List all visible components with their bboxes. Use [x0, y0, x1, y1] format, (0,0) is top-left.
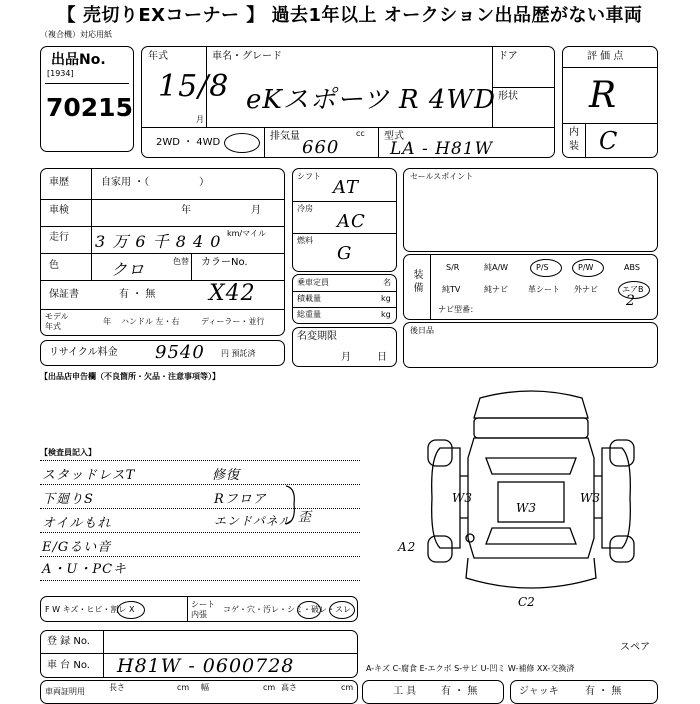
tools-box: [362, 680, 504, 704]
reg-no-label: 登 録 No.: [47, 636, 90, 647]
vehicle-header-box: [141, 46, 555, 158]
mileage-label: 走行: [49, 232, 69, 243]
sales-point-box: [403, 168, 658, 252]
year-value: 15/8: [158, 69, 230, 104]
equip-leather: 革シート: [528, 285, 560, 294]
color-no-label: カラーNo.: [201, 257, 248, 268]
equip-ps-circle: [530, 259, 562, 277]
chassis-value: H81W - 0600728: [117, 655, 295, 677]
diagram-mark-left: W3: [452, 491, 472, 505]
reg-expiry-day: 日: [377, 352, 387, 363]
handle-label: ハンドル 左・右: [121, 317, 180, 326]
note-au-pc: A・U・PCキ: [42, 562, 128, 577]
model-name-label: 車名・グレード: [212, 51, 282, 62]
lot-box: [40, 46, 134, 152]
warranty-value: 有 ・ 無: [119, 289, 156, 300]
tools-value: 有 ・ 無: [441, 686, 478, 697]
equip-pw-circle: [572, 259, 604, 277]
note-repair: 修復: [212, 468, 241, 483]
capacity-box: [292, 274, 397, 324]
inspection-month: 月: [251, 205, 261, 216]
inspection-year: 年: [181, 205, 191, 216]
equipment-box: [403, 254, 658, 320]
equip-pw: P/W: [578, 263, 594, 272]
interior-label-2: 装: [569, 141, 579, 152]
displacement-label: 排気量: [270, 131, 300, 142]
capacity-unit: 名: [383, 278, 391, 287]
displacement-unit: cc: [356, 129, 365, 138]
diagram-mark-right: W3: [580, 491, 600, 505]
dims-label: 車両証明用: [45, 687, 85, 696]
diagram-mark-rear: C2: [518, 595, 535, 609]
color-no-value: X42: [209, 281, 256, 306]
navi-model-label: ナビ型番：: [438, 305, 478, 314]
car-diagram: [420, 388, 642, 618]
fuel-value: G: [337, 243, 353, 264]
recycle-value: 9540: [155, 342, 205, 363]
history-label: 車歴: [49, 177, 69, 188]
shift-label: シフト: [297, 172, 321, 181]
note-underbody: 下廻りS: [42, 492, 94, 507]
inspector-notes-label: 【検査員記入】: [40, 448, 96, 457]
jack-value: 有 ・ 無: [585, 686, 622, 697]
crack-circle: [117, 601, 145, 619]
equip-airbag-count: 2: [626, 293, 636, 309]
load-label: 積載量: [297, 294, 321, 303]
registration-box: [40, 630, 358, 678]
interior-label-1: 内: [569, 127, 579, 138]
type-label: 型式: [384, 131, 404, 142]
sales-point-label: セールスポイント: [410, 172, 474, 181]
scuff-circle: [329, 601, 355, 619]
year-label: 年式: [148, 51, 168, 62]
equip-tv: 純TV: [442, 285, 461, 294]
inspection-label: 車検: [49, 205, 69, 216]
stain-circle: [297, 601, 321, 619]
dims-length-unit: cm: [177, 683, 190, 692]
note-oil-leak: オイルもれ: [42, 516, 112, 531]
tools-label: 工 具: [393, 686, 417, 697]
reg-expiry-label: 名変期限: [297, 331, 337, 342]
model-year-label-1: モデル: [45, 312, 69, 321]
interior-value: C: [599, 127, 619, 155]
shift-value: AT: [333, 177, 360, 198]
history-value: 自家用 ・（ ）: [101, 177, 210, 188]
grade-box: [562, 46, 658, 158]
mileage-unit: km/マイル: [227, 229, 266, 238]
dims-height: 高さ: [281, 683, 297, 692]
note-engine-noise: E/Gるい音: [42, 540, 112, 555]
model-year-label-2: 年式: [45, 322, 61, 331]
diagram-mark-center: W3: [516, 501, 536, 515]
drive-circle: [224, 133, 260, 153]
drive-label: 2WD ・ 4WD: [156, 137, 221, 148]
equip-sr: S/R: [446, 263, 460, 272]
recycle-unit: 円 預託済: [221, 349, 256, 358]
load-unit: kg: [381, 294, 391, 303]
grade-label: 評 価 点: [587, 51, 624, 62]
dealer-label: ディーラー・並行: [201, 317, 265, 326]
dims-height-unit: cm: [341, 683, 354, 692]
fuel-label: 燃料: [297, 236, 313, 245]
spare-label: スペア: [620, 642, 650, 653]
equip-navi: 純ナビ: [484, 285, 508, 294]
displacement-value: 660: [302, 137, 340, 158]
dims-length: 長さ: [109, 683, 125, 692]
model-year-year: 年: [103, 317, 111, 326]
damage-legend: A-キズ C-腐食 E-エクボ S-サビ U-凹ミ W-補修 XX-交換済: [366, 664, 575, 673]
bracket-mark: [284, 484, 298, 526]
equipment-label: 装 備: [411, 269, 422, 293]
equip-ext-navi: 外ナビ: [574, 285, 598, 294]
reg-expiry-box: [292, 327, 397, 367]
reg-expiry-month: 月: [341, 352, 351, 363]
model-name-value: eKスポーツ R 4WD: [246, 85, 496, 115]
color-value: クロ: [111, 260, 146, 279]
diagram-mark-front: A2: [398, 540, 417, 554]
details-box: [40, 168, 285, 336]
mechanics-box: [292, 168, 397, 272]
fw-label: F W キズ・ヒビ・割レ X: [45, 605, 135, 614]
shape-label: 形状: [498, 91, 518, 102]
grade-value: R: [589, 75, 618, 116]
lot-label: 出品No.: [51, 52, 106, 68]
lot-number: 70215: [46, 93, 133, 122]
aircon-label: 冷房: [297, 204, 313, 213]
dims-width: 幅: [201, 683, 209, 692]
aftermarket-label: 後日品: [410, 326, 434, 335]
equip-ps: P/S: [536, 263, 549, 272]
dimensions-box: [40, 680, 358, 704]
note-rear-floor: Rフロア: [214, 492, 267, 507]
mileage-value: 3 万 6 千 8 4 0: [95, 232, 222, 251]
seat-label: シート内張: [191, 600, 215, 619]
color-label: 色: [49, 260, 59, 271]
equip-alloy: 純A/W: [484, 263, 509, 272]
color-change-label: 色替: [173, 257, 189, 266]
warranty-label: 保証書: [49, 289, 79, 300]
note-distortion: 歪: [298, 510, 313, 525]
lot-bracket: [1934]: [47, 69, 74, 78]
recycle-label: リサイクル料金: [49, 347, 118, 358]
note-studless: スタッドレスT: [42, 468, 136, 483]
recycle-box: [40, 340, 285, 366]
equip-abs: ABS: [624, 263, 640, 272]
weight-label: 総重量: [297, 310, 321, 319]
aftermarket-box: [403, 322, 658, 368]
weight-unit: kg: [381, 310, 391, 319]
seat-options: コゲ・穴・汚レ・シミ・破レ・スレ: [223, 605, 351, 614]
type-value: LA - H81W: [390, 139, 494, 159]
chassis-label: 車 台 No.: [47, 660, 90, 671]
subheader: （複合機）対応用紙: [40, 30, 112, 39]
aircon-value: AC: [337, 211, 366, 232]
damage-options-box: [40, 596, 358, 622]
jack-label: ジャッキ: [519, 686, 559, 697]
banner-title: 【 売切りEXコーナー 】 過去1年以上 オークション出品歴がない車両: [57, 5, 643, 26]
jack-box: [510, 680, 658, 704]
door-label: ドア: [498, 51, 518, 62]
equip-airbag: エアB: [622, 285, 644, 294]
year-unit: 月: [196, 115, 204, 124]
capacity-label: 乗車定員: [297, 278, 329, 287]
dims-width-unit: cm: [263, 683, 276, 692]
note-end-panel: エンドパネル: [214, 514, 292, 528]
seller-notes-label: 【出品店申告欄（不良箇所・欠品・注意事項等）】: [40, 372, 220, 381]
